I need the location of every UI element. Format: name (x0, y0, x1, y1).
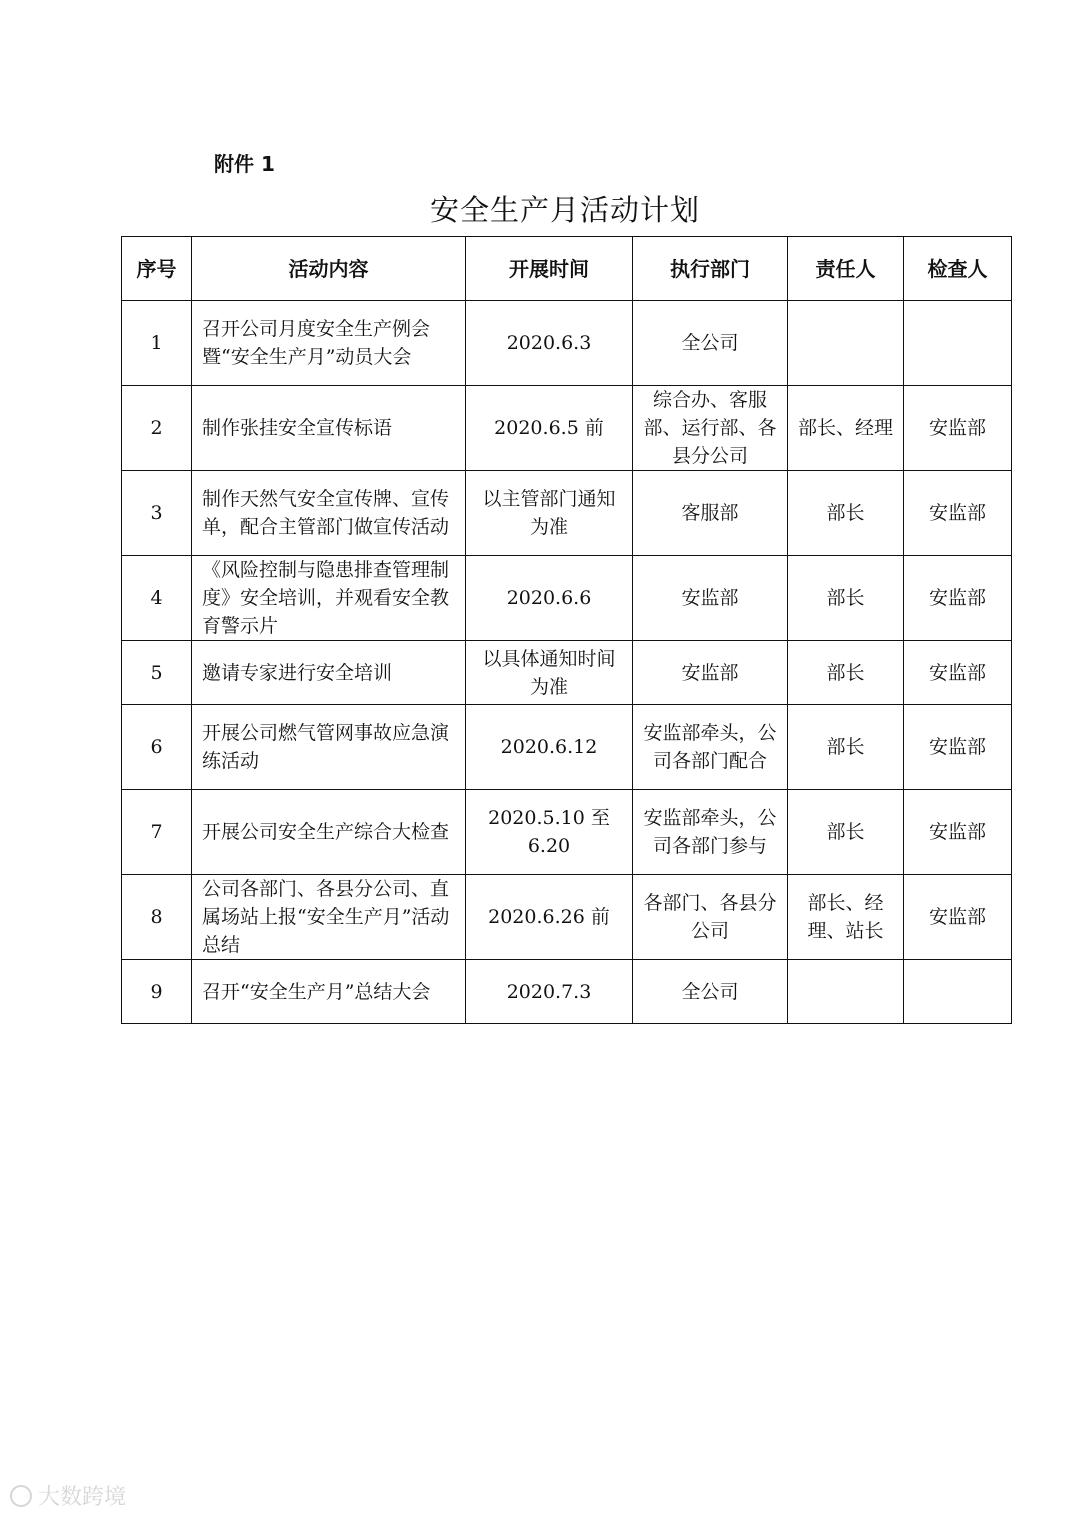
cell-no: 3 (122, 471, 192, 556)
cell-dept: 客服部 (633, 471, 788, 556)
table-row (122, 790, 1012, 875)
document-title: 安全生产月活动计划 (429, 193, 700, 227)
activity-plan-table (121, 236, 1012, 1024)
cell-content: 公司各部门、各县分公司、直属场站上报“安全生产月”活动总结 (192, 875, 466, 960)
cell-owner (788, 301, 904, 386)
cell-content: 制作天然气安全宣传牌、宣传单，配合主管部门做宣传活动 (192, 471, 466, 556)
attachment-label: 附件 1 (214, 152, 275, 176)
cell-no: 6 (122, 705, 192, 790)
table-row (122, 471, 1012, 556)
header-dept: 执行部门 (633, 237, 788, 301)
cell-time: 2020.7.3 (466, 960, 633, 1024)
cell-no: 7 (122, 790, 192, 875)
cell-dept: 全公司 (633, 960, 788, 1024)
cell-content: 邀请专家进行安全培训 (192, 641, 466, 705)
cell-owner: 部长、经理 (788, 386, 904, 471)
cell-time: 2020.6.6 (466, 556, 633, 641)
cell-owner: 部长、经理、站长 (788, 875, 904, 960)
cell-owner: 部长 (788, 556, 904, 641)
cell-content: 开展公司燃气管网事故应急演练活动 (192, 705, 466, 790)
header-no: 序号 (122, 237, 192, 301)
table-row (122, 386, 1012, 471)
cell-dept: 综合办、客服部、运行部、各县分公司 (633, 386, 788, 471)
cell-dept: 各部门、各县分公司 (633, 875, 788, 960)
cell-time: 2020.6.3 (466, 301, 633, 386)
cell-time: 2020.6.26 前 (466, 875, 633, 960)
cell-checker: 安监部 (904, 705, 1012, 790)
cell-checker (904, 301, 1012, 386)
cell-no: 1 (122, 301, 192, 386)
cell-owner: 部长 (788, 790, 904, 875)
header-time: 开展时间 (466, 237, 633, 301)
cell-checker: 安监部 (904, 386, 1012, 471)
header-owner: 责任人 (788, 237, 904, 301)
cell-no: 4 (122, 556, 192, 641)
cell-no: 5 (122, 641, 192, 705)
cell-no: 8 (122, 875, 192, 960)
cell-owner: 部长 (788, 641, 904, 705)
table-row (122, 875, 1012, 960)
table-row (122, 960, 1012, 1024)
cell-checker: 安监部 (904, 556, 1012, 641)
cell-owner: 部长 (788, 705, 904, 790)
cell-content: 制作张挂安全宣传标语 (192, 386, 466, 471)
table-row (122, 301, 1012, 386)
cell-dept: 安监部牵头，公司各部门配合 (633, 705, 788, 790)
watermark (10, 1480, 126, 1511)
cell-dept: 全公司 (633, 301, 788, 386)
cell-owner: 部长 (788, 471, 904, 556)
cell-checker: 安监部 (904, 641, 1012, 705)
cell-no: 2 (122, 386, 192, 471)
cell-time: 以主管部门通知为准 (466, 471, 633, 556)
cell-content: 《风险控制与隐患排查管理制度》安全培训，并观看安全教育警示片 (192, 556, 466, 641)
cell-no: 9 (122, 960, 192, 1024)
table-row (122, 556, 1012, 641)
cell-checker: 安监部 (904, 471, 1012, 556)
cell-checker (904, 960, 1012, 1024)
cell-content: 召开公司月度安全生产例会暨“安全生产月”动员大会 (192, 301, 466, 386)
table-row (122, 705, 1012, 790)
cell-checker: 安监部 (904, 875, 1012, 960)
header-content: 活动内容 (192, 237, 466, 301)
watermark-text: 大数跨境 (38, 1485, 127, 1510)
cell-content: 开展公司安全生产综合大检查 (192, 790, 466, 875)
header-checker: 检查人 (904, 237, 1012, 301)
cell-time: 以具体通知时间为准 (466, 641, 633, 705)
cell-time: 2020.6.12 (466, 705, 633, 790)
table-header-row (122, 237, 1012, 301)
cell-dept: 安监部牵头，公司各部门参与 (633, 790, 788, 875)
watermark-logo-icon (10, 1485, 32, 1507)
cell-dept: 安监部 (633, 641, 788, 705)
cell-time: 2020.5.10 至 6.20 (466, 790, 633, 875)
cell-dept: 安监部 (633, 556, 788, 641)
cell-content: 召开“安全生产月”总结大会 (192, 960, 466, 1024)
cell-time: 2020.6.5 前 (466, 386, 633, 471)
cell-owner (788, 960, 904, 1024)
table-row (122, 641, 1012, 705)
cell-checker: 安监部 (904, 790, 1012, 875)
